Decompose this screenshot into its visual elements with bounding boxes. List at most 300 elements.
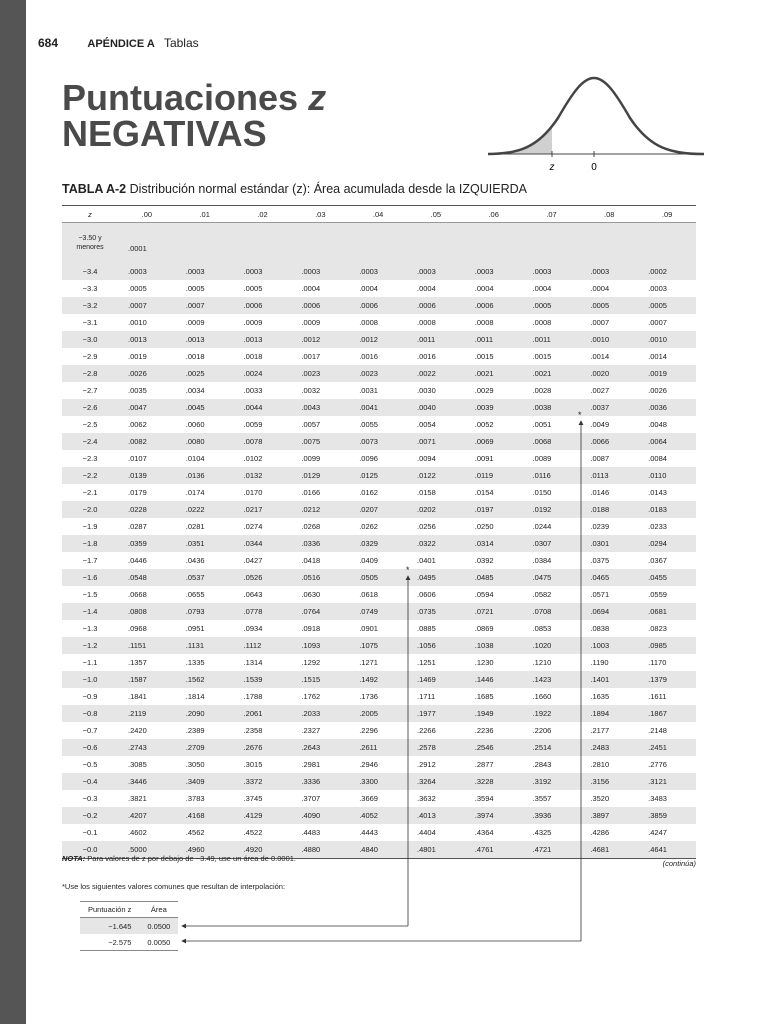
header-col-05: .05 [407, 206, 465, 223]
z-cell: −0.6 [62, 739, 118, 756]
value-cell: .0359 [118, 535, 176, 552]
value-cell: .0793 [176, 603, 234, 620]
value-cell: .1190 [590, 658, 609, 667]
page-header [38, 36, 199, 50]
table-row [62, 705, 696, 722]
value-cell: .0003 [407, 263, 465, 280]
z-cell: −3.4 [62, 263, 118, 280]
value-cell: .1515 [291, 671, 349, 688]
value-cell: .0262 [359, 522, 378, 531]
value-cell: .1314 [243, 658, 263, 667]
value-cell: .0004 [532, 284, 552, 293]
value-cell: .0006 [291, 297, 349, 314]
interp-area: 0.0500 [139, 918, 178, 935]
value-cell: .0052 [474, 420, 494, 429]
value-cell: .0068 [523, 433, 581, 450]
table-row [62, 569, 696, 586]
value-cell: .2611 [349, 739, 407, 756]
value-cell: .1611 [648, 692, 667, 701]
value-cell: .0104 [185, 454, 205, 463]
value-cell: .3936 [523, 807, 581, 824]
value-cell: .0102 [243, 454, 263, 463]
value-cell: .0010 [128, 318, 147, 327]
value-cell: .0006 [234, 297, 292, 314]
value-cell: .0003 [349, 263, 407, 280]
value-cell: .0013 [176, 331, 234, 348]
value-cell: .0418 [301, 556, 321, 565]
value-cell: .0301 [580, 535, 638, 552]
z-cell: −0.4 [62, 773, 118, 790]
value-cell: .0548 [118, 569, 176, 586]
value-cell: .0505 [349, 569, 407, 586]
value-cell: .0183 [638, 501, 696, 518]
note-text: Para valores de z por debajo de −3.49, use un área de 0.0001. [87, 854, 296, 863]
table-row [62, 280, 696, 297]
value-cell: .3156 [580, 773, 638, 790]
value-cell: .0069 [465, 433, 523, 450]
value-cell: .0064 [638, 433, 696, 450]
table-row [62, 365, 696, 382]
value-cell: .0367 [648, 556, 667, 565]
value-cell: .2843 [532, 760, 552, 769]
header-col-08: .08 [580, 206, 638, 223]
value-cell: .0166 [301, 488, 321, 497]
value-cell: .1841 [128, 692, 147, 701]
value-cell: .3409 [176, 773, 234, 790]
value-cell: .0146 [590, 488, 610, 497]
value-cell: .0188 [580, 501, 638, 518]
value-cell: .0003 [291, 263, 349, 280]
value-cell: .0008 [359, 318, 378, 327]
value-cell: .0020 [580, 365, 638, 382]
value-cell: .0003 [118, 263, 176, 280]
value-cell: .0594 [474, 590, 494, 599]
value-cell: .0011 [523, 331, 581, 348]
header-z: z [62, 206, 118, 223]
z-cell: −1.3 [82, 624, 98, 633]
interp-header-score: Puntuación z [80, 902, 139, 918]
value-cell: .0384 [532, 556, 552, 565]
value-cell: .0005 [243, 284, 263, 293]
value-cell: .1271 [359, 658, 378, 667]
value-cell: .0019 [128, 352, 147, 361]
value-cell: .0003 [465, 263, 523, 280]
value-cell: .0033 [243, 386, 263, 395]
table-row-min [62, 223, 696, 264]
value-cell: .4129 [234, 807, 292, 824]
value-cell: .0007 [590, 318, 610, 327]
z-cell: −1.8 [62, 535, 118, 552]
value-cell: .0010 [580, 331, 638, 348]
value-cell: .0003 [648, 284, 667, 293]
value-cell: .0681 [638, 603, 696, 620]
value-cell: .1762 [301, 692, 321, 701]
value-cell: .0010 [638, 331, 696, 348]
value-cell: .0019 [638, 365, 696, 382]
z-cell: −2.4 [62, 433, 118, 450]
value-cell: .3085 [128, 760, 147, 769]
value-cell: .4168 [176, 807, 234, 824]
z-cell: −1.7 [82, 556, 98, 565]
value-cell: .0055 [359, 420, 378, 429]
value-cell: .0015 [474, 352, 494, 361]
curve-label-z: z [549, 162, 555, 173]
value-cell: .0009 [185, 318, 205, 327]
value-cell: .0823 [648, 624, 667, 633]
value-cell: .0013 [234, 331, 292, 348]
value-cell: .0192 [523, 501, 581, 518]
value-cell: .4404 [416, 828, 436, 837]
value-cell: .0038 [523, 399, 581, 416]
value-cell: .1660 [532, 692, 552, 701]
table-row [62, 382, 696, 399]
value-cell: .0375 [590, 556, 610, 565]
value-cell: .0455 [638, 569, 696, 586]
value-cell: .1562 [176, 671, 234, 688]
value-cell: .3669 [359, 794, 378, 803]
value-cell: .4960 [176, 841, 234, 859]
value-cell: .4013 [407, 807, 465, 824]
value-cell: .3446 [118, 773, 176, 790]
table-row [62, 399, 696, 416]
value-cell: .0495 [407, 569, 465, 586]
value-cell: .0170 [243, 488, 263, 497]
value-cell: .0021 [523, 365, 581, 382]
interp-row [80, 934, 178, 951]
interpolation-table [80, 901, 178, 951]
value-cell: .0217 [234, 501, 292, 518]
value-cell: .0048 [648, 420, 667, 429]
z-cell: −2.3 [82, 454, 98, 463]
value-cell: .5000 [118, 841, 176, 859]
value-cell: .0043 [291, 399, 349, 416]
z-cell: −2.7 [82, 386, 98, 395]
value-cell: .0537 [176, 569, 234, 586]
value-cell: .3228 [465, 773, 523, 790]
header-col-01: .01 [176, 206, 234, 223]
value-cell: .0694 [580, 603, 638, 620]
value-cell: .0951 [185, 624, 205, 633]
value-cell: .0901 [359, 624, 378, 633]
table-header-row [62, 206, 696, 223]
value-cell: .0885 [416, 624, 436, 633]
value-cell: .3859 [638, 807, 696, 824]
z-cell: −0.8 [62, 705, 118, 722]
value-cell: .0516 [291, 569, 349, 586]
value-cell: .0094 [416, 454, 436, 463]
value-cell: .1357 [128, 658, 147, 667]
value-cell: .4602 [128, 828, 147, 837]
value-cell: .0630 [301, 590, 321, 599]
table-row [62, 688, 696, 705]
value-cell: .4325 [532, 828, 552, 837]
value-cell: .0721 [465, 603, 523, 620]
value-cell: .0030 [416, 386, 436, 395]
value-cell: .0107 [128, 454, 147, 463]
z-cell: −0.0 [62, 841, 118, 859]
interp-row [80, 918, 178, 935]
value-cell: .0985 [638, 637, 696, 654]
value-cell: .2483 [580, 739, 638, 756]
value-cell: .0838 [590, 624, 610, 633]
value-cell: .2090 [176, 705, 234, 722]
header-col-09: .09 [638, 206, 696, 223]
value-cell: .4721 [523, 841, 581, 859]
interp-z: −1.645 [80, 918, 139, 935]
header-col-03: .03 [291, 206, 349, 223]
normal-curve-illustration [488, 70, 704, 176]
value-cell: .0028 [532, 386, 552, 395]
value-cell: .0047 [118, 399, 176, 416]
value-cell: .0001 [118, 223, 176, 264]
value-cell: .0006 [465, 297, 523, 314]
value-cell: .0005 [128, 284, 147, 293]
page-number: 684 [38, 36, 59, 50]
value-cell: .0006 [349, 297, 407, 314]
value-cell: .0918 [301, 624, 321, 633]
value-cell: .1020 [523, 637, 581, 654]
value-cell: .0392 [474, 556, 494, 565]
table-row [62, 314, 696, 331]
value-cell: .2148 [648, 726, 667, 735]
value-cell: .0125 [349, 467, 407, 484]
value-cell: .0023 [291, 365, 349, 382]
value-cell: .1003 [580, 637, 638, 654]
table-row [62, 467, 696, 484]
bell-curve-line [488, 78, 704, 154]
value-cell: .0116 [523, 467, 581, 484]
value-cell: .1539 [234, 671, 292, 688]
value-cell: .0026 [648, 386, 667, 395]
table-row [62, 484, 696, 501]
value-cell: .0139 [118, 467, 176, 484]
value-cell: .0005 [185, 284, 205, 293]
table-row [62, 620, 696, 637]
value-cell: .0110 [638, 467, 696, 484]
value-cell: .0040 [407, 399, 465, 416]
table-note [62, 854, 296, 863]
value-cell: .0016 [416, 352, 436, 361]
z-cell: −1.6 [62, 569, 118, 586]
value-cell: .4052 [349, 807, 407, 824]
value-cell: .4801 [407, 841, 465, 859]
value-cell: .0197 [465, 501, 523, 518]
value-cell: .4641 [638, 841, 696, 859]
value-cell: .1587 [118, 671, 176, 688]
value-cell: .0031 [359, 386, 378, 395]
table-caption-text: Distribución normal estándar (z): Área acumulada desde la IZQUIERDA [129, 182, 527, 196]
table-row [62, 654, 696, 671]
value-cell: .2776 [648, 760, 667, 769]
value-cell: .4483 [301, 828, 321, 837]
value-cell: .0004 [301, 284, 321, 293]
z-cell: −2.9 [82, 352, 98, 361]
value-cell: .2236 [474, 726, 494, 735]
value-cell: .0179 [128, 488, 147, 497]
title-z: z [308, 77, 327, 118]
value-cell: .1093 [291, 637, 349, 654]
value-cell: .1492 [349, 671, 407, 688]
z-table [62, 205, 696, 859]
value-cell: .0008 [474, 318, 494, 327]
z-cell: −0.2 [62, 807, 118, 824]
value-cell: .3192 [523, 773, 581, 790]
value-cell: .0222 [176, 501, 234, 518]
value-cell: .1379 [638, 671, 696, 688]
value-cell: .0044 [234, 399, 292, 416]
z-cell: −1.5 [82, 590, 98, 599]
value-cell: .4920 [234, 841, 292, 859]
value-cell: .0968 [128, 624, 147, 633]
value-cell: .0778 [234, 603, 292, 620]
value-cell: .0344 [234, 535, 292, 552]
value-cell: .3372 [234, 773, 292, 790]
value-cell: .1151 [118, 637, 176, 654]
title-line2: NEGATIVAS [62, 113, 267, 154]
z-cell: −2.2 [62, 467, 118, 484]
value-cell: .0027 [590, 386, 610, 395]
interp-z: −2.575 [80, 934, 139, 951]
value-cell: .0735 [407, 603, 465, 620]
value-cell: .0015 [532, 352, 552, 361]
z-cell [62, 223, 118, 264]
z-cell: −0.9 [82, 692, 98, 701]
value-cell: .1894 [580, 705, 638, 722]
value-cell: .2451 [638, 739, 696, 756]
value-cell: .0618 [359, 590, 378, 599]
value-cell: .1335 [185, 658, 205, 667]
value-cell: .0239 [590, 522, 610, 531]
value-cell: .0287 [128, 522, 147, 531]
value-cell: .2810 [590, 760, 610, 769]
value-cell: .0005 [638, 297, 696, 314]
value-cell: .0122 [407, 467, 465, 484]
z-cell: −0.7 [82, 726, 98, 735]
value-cell: .1867 [638, 705, 696, 722]
value-cell: .0036 [638, 399, 696, 416]
value-cell: .2061 [234, 705, 292, 722]
value-cell: .3594 [474, 794, 494, 803]
value-cell: .0582 [532, 590, 552, 599]
value-cell: .4090 [291, 807, 349, 824]
value-cell: .0668 [128, 590, 147, 599]
value-cell: .0132 [234, 467, 292, 484]
value-cell: .0113 [580, 467, 638, 484]
interpolation-star-col-07: * [578, 410, 582, 420]
page-title [62, 77, 327, 154]
value-cell: .2578 [407, 739, 465, 756]
value-cell: .1423 [523, 671, 581, 688]
value-cell: .0934 [243, 624, 263, 633]
value-cell: .0351 [176, 535, 234, 552]
value-cell: .0009 [243, 318, 263, 327]
value-cell: .3783 [185, 794, 205, 803]
value-cell: .0708 [523, 603, 581, 620]
value-cell: .1711 [416, 692, 436, 701]
value-cell: .2514 [523, 739, 581, 756]
value-cell: .0250 [474, 522, 494, 531]
value-cell: .1788 [243, 692, 263, 701]
interpolation-star-col-04: * [406, 565, 410, 575]
value-cell: .0003 [176, 263, 234, 280]
z-cell: −2.5 [82, 420, 98, 429]
value-cell: .0606 [416, 590, 436, 599]
value-cell: .1075 [349, 637, 407, 654]
table-caption [62, 182, 527, 196]
value-cell: .0314 [465, 535, 523, 552]
table-row [62, 297, 696, 314]
value-cell: .0465 [580, 569, 638, 586]
value-cell: .0023 [349, 365, 407, 382]
value-cell: .0022 [407, 365, 465, 382]
value-cell: .2389 [185, 726, 205, 735]
z-cell: −3.0 [62, 331, 118, 348]
title-prefix: Puntuaciones [62, 77, 299, 118]
value-cell: .0119 [465, 467, 523, 484]
value-cell: .4522 [243, 828, 263, 837]
value-cell: .1685 [474, 692, 494, 701]
value-cell: .3897 [580, 807, 638, 824]
table-row [62, 722, 696, 739]
value-cell: .0749 [349, 603, 407, 620]
value-cell: .2119 [118, 705, 176, 722]
value-cell: .0021 [465, 365, 523, 382]
value-cell: .0005 [580, 297, 638, 314]
table-row [62, 807, 696, 824]
value-cell: .0329 [349, 535, 407, 552]
value-cell: .0029 [474, 386, 494, 395]
value-cell: .0041 [349, 399, 407, 416]
value-cell: .4364 [474, 828, 494, 837]
value-cell: .0012 [349, 331, 407, 348]
value-cell: .0026 [118, 365, 176, 382]
value-cell: .0154 [474, 488, 494, 497]
value-cell: .1131 [176, 637, 234, 654]
value-cell: .0032 [301, 386, 321, 395]
value-cell: .2676 [234, 739, 292, 756]
value-cell: .0244 [532, 522, 552, 531]
value-cell: .0018 [185, 352, 205, 361]
value-cell: .2981 [301, 760, 321, 769]
value-cell: .1469 [407, 671, 465, 688]
value-cell: .4880 [291, 841, 349, 859]
value-cell: .0004 [359, 284, 378, 293]
value-cell: .0162 [359, 488, 378, 497]
value-cell: .4247 [648, 828, 667, 837]
curve-label-zero: 0 [591, 162, 597, 173]
value-cell: .3974 [465, 807, 523, 824]
value-cell: .0007 [176, 297, 234, 314]
value-cell: .1170 [648, 658, 667, 667]
value-cell: .2643 [291, 739, 349, 756]
table-row [62, 824, 696, 841]
value-cell: .0060 [185, 420, 205, 429]
value-cell: .1635 [590, 692, 610, 701]
value-cell: .2546 [465, 739, 523, 756]
z-cell: −2.8 [62, 365, 118, 382]
value-cell: .0006 [407, 297, 465, 314]
value-cell: .0007 [118, 297, 176, 314]
value-cell: .0013 [118, 331, 176, 348]
value-cell: .0014 [590, 352, 610, 361]
value-cell: .2206 [532, 726, 552, 735]
value-cell: .0274 [243, 522, 263, 531]
value-cell: .0150 [532, 488, 552, 497]
z-cell: −2.6 [62, 399, 118, 416]
table-row [62, 739, 696, 756]
value-cell: .3745 [243, 794, 263, 803]
value-cell: .0008 [416, 318, 436, 327]
